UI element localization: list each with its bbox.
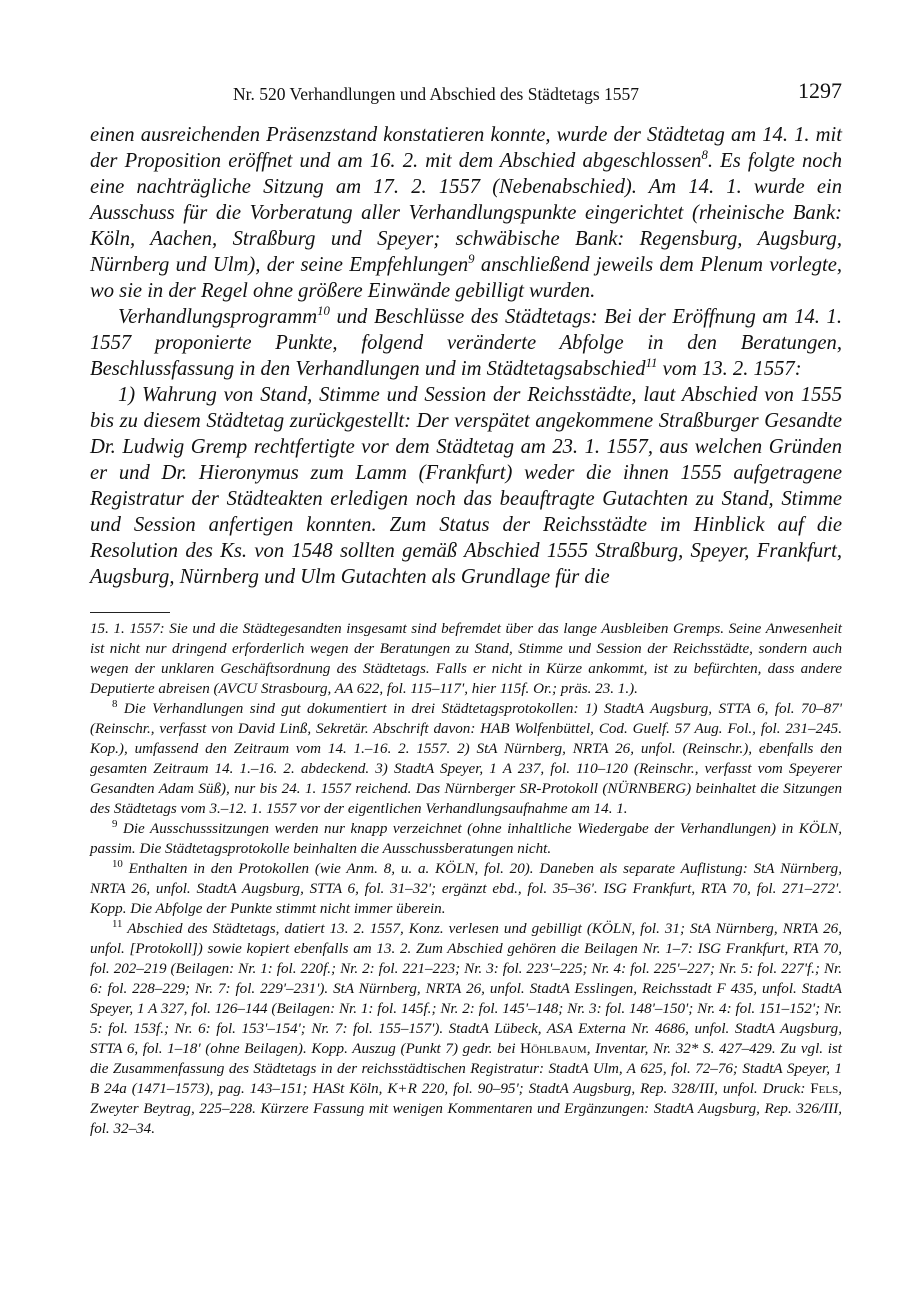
footnote-rule <box>90 612 170 613</box>
footnote-ref[interactable]: 8 <box>701 148 708 163</box>
footnote-ref[interactable]: 9 <box>468 252 475 267</box>
footnote-ref[interactable]: 10 <box>317 304 330 319</box>
paragraph: einen ausreichenden Präsenzstand konstatieren konnte, wurde der Städtetag am 14. 1. mit der Proposition eröffnet und am 16. 2. mit dem Abschied abgeschlossen$^8$. Es folgte noch eine nachträgliche Sitzung am 17. 2. 1557 (Nebenabschied). Am 14. 1. wurde ein Ausschuss für die Vorberatung aller Verhandlungspunkte eingerichtet (rheinische Bank: Köln, Aachen, Straßburg und Speyer; schwäbische Bank: Regensburg, Augsburg, Nürnberg und Ulm), der seine Empfehlungen$^9$ anschließend jeweils dem Plenum vorlegte, wo sie in der Regel ohne größere Einwände gebilligt wurden. <box>90 124 843 302</box>
running-head: Nr. 520 Verhandlungen und Abschied des Städtetags 1557 <box>233 84 640 104</box>
footnote-continuation: 15. 1. 1557: Sie und die Städtegesandten insgesamt sind befremdet über das lange Ausbleiben Gremps. Seine Anwesenheit ist nicht nur dringend erforderlich wegen der Beratungen zu Stand, Stimme und Session der Reichsstädte, sondern auch wegen der unklaren Geschäftsordnung des Städtetags. Falls er nicht in Kürze ankommt, ist zu befürchten, dass andere Deputierte abreisen (AVCU Strasbourg, AA 622, fol. 115–117', hier 115f. Or.; präs. 23. 1.). <box>90 621 842 697</box>
paragraph: 1) Wahrung von Stand, Stimme und Session der Reichsstädte, laut Abschied von 1555 bis zu diesem Städtetag zurückgestellt: Der verspätet angekommene Straßburger Gesandte Dr. Ludwig Gremp rechtfertigte vor dem Städtetag am 23. 1. 1557, aus welchen Gründen er und Dr. Hieronymus zum Lamm (Frankfurt) weder die ihnen 1555 aufgetragene Registratur der Städteakten erledigen noch das beauftragte Gutachten zu Stand, Stimme und Session anfertigen konnten. Zum Status der Reichsstädte im Hinblick auf die Resolution des Ks. von 1548 sollten gemäß Abschied 1555 Straßburg, Speyer, Frankfurt, Augsburg, Nürnberg und Ulm Gutachten als Grundlage für die <box>90 384 842 588</box>
footnote-ref[interactable]: 11 <box>645 356 658 371</box>
page-number: 1297 <box>798 78 842 103</box>
page-header <box>90 74 842 114</box>
footnote: $^8$ Die Verhandlungen sind gut dokumentiert in drei Städtetagsprotokollen: 1) StadtA Augsburg, STTA 6, fol. 70–87' (Reinschr., verfasst von David Linß, Sekretär. Abschrift davon: HAB Wolfenbüttel, Cod. Guelf. 57 Aug. Fol., fol. 231–245. Kop.), umfassend den Zeitraum vom 14. 1.–16. 2. 1557. 2) StA Nürnberg, NRTA 26, unfol. (Reinschr.), ebenfalls den gesamten Zeitraum 14. 1.–16. 2. abdeckend. 3) StadtA Speyer, 1 A 237, fol. 110–120 (Reinschr., verfasst vom Speyerer Gesandten Adam Süß), nur bis 24. 1. 1557 reichend. Das Nürnberger SR-Protokoll (NÜRNBERG) beinhaltet die Sitzungen des Städtetags vom 3.–12. 1. 1557 vor der eigentlichen Verhandlungsaufnahme am 14. 1. <box>90 697 842 817</box>
footnote: $^{10}$ Enthalten in den Protokollen (wie Anm. 8, u. a. KÖLN, fol. 20). Daneben als separate Auflistung: StA Nürnberg, NRTA 26, unfol. StadtA Augsburg, STTA 6, fol. 31–32'; ergänzt ebd., fol. 35–36'. ISG Frankfurt, RTA 70, fol. 271–272'. Kopp. Die Abfolge der Punkte stimmt nicht immer überein. <box>90 857 842 917</box>
footnote: $^{11}$ Abschied des Städtetags, datiert 13. 2. 1557, Konz. verlesen und gebilligt (KÖLN, fol. 31; StA Nürnberg, NRTA 26, unfol. [Protokoll]) sowie kopiert ebenfalls am 13. 2. Zum Abschied gehören die Beilagen Nr. 1–7: ISG Frankfurt, RTA 70, fol. 202–219 (Beilagen: Nr. 1: fol. 220f.; Nr. 2: fol. 221–223; Nr. 3: fol. 223'–225; Nr. 4: fol. 225'–227; Nr. 5: fol. 227'f.; Nr. 6: fol. 228–229; Nr. 7: fol. 229'–231'). StA Nürnberg, NRTA 26, unfol. StadtA Esslingen, Reichsstadt F 435, unfol. StadtA Speyer, 1 A 327, fol. 126–144 (Beilagen: Nr. 1: fol. 145f.; Nr. 2: fol. 145'–148; Nr. 3: fol. 148'–150'; Nr. 4: fol. 151–152'; Nr. 5: fol. 153f.; Nr. 6: fol. 153'–154'; Nr. 7: fol. 155–157'). StadtA Lübeck, ASA Externa Nr. 4686, unfol. StadtA Augsburg, STTA 6, fol. 1–18' (ohne Beilagen). Kopp. Auszug (Punkt 7) gedr. bei Höhlbaum, Inventar, Nr. 32* S. 427–429. Zu vgl. ist die Zusammenfassung des Städtetags in der reichsstädtischen Registratur: StadtA Ulm, A 625, fol. 72–76; StadtA Speyer, 1 B 24a (1471–1573), pag. 143–151; HASt Köln, K+R 220, fol. 90–95'; StadtA Augsburg, Rep. 328/III, unfol. Druck: Fels, Zweyter Beytrag, 225–228. Kürzere Fassung mit wenigen Kommentaren und Ergänzungen: StadtA Augsburg, Rep. 326/III, fol. 32–34. <box>90 917 842 1137</box>
footnote: $^9$ Die Ausschusssitzungen werden nur knapp verzeichnet (ohne inhaltliche Wiedergabe der Verhandlungen) in KÖLN, passim. Die Städtetagsprotokolle beinhalten die Ausschussberatungen nicht. <box>90 817 842 857</box>
author-name: Höhlbaum <box>520 1041 587 1057</box>
author-name: Fels <box>810 1081 839 1097</box>
main-text <box>90 122 842 590</box>
paragraph: Verhandlungsprogramm$^{10}$ und Beschlüsse des Städtetags: Bei der Eröffnung am 14. 1. 1557 proponierte Punkte, folgend veränderte Abfolge in den Beratungen, Beschlussfassung in den Verhandlungen und im Städtetagsabschied$^{11}$ vom 13. 2. 1557: <box>90 304 842 380</box>
footnotes <box>90 619 842 1139</box>
